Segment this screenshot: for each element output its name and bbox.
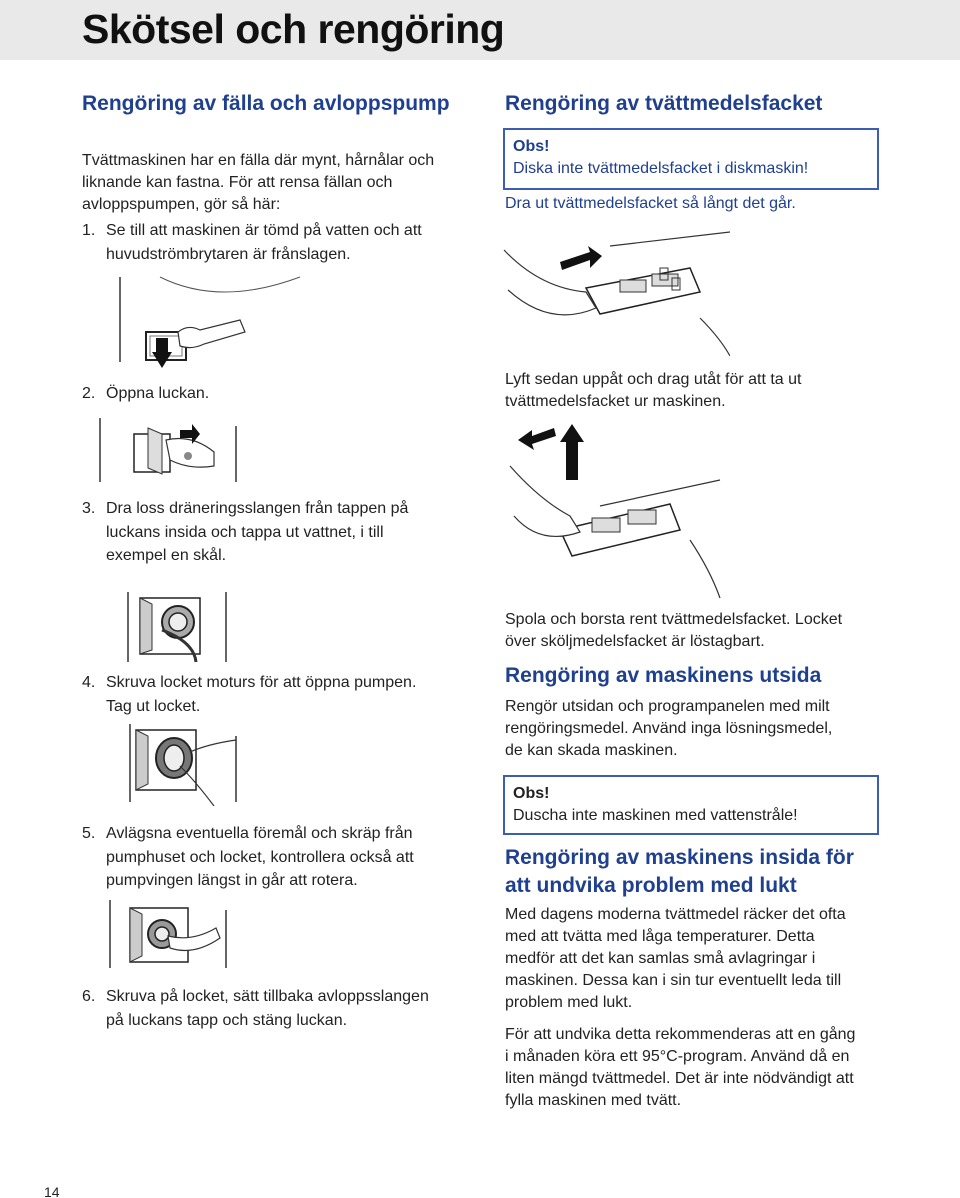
section-heading-trap: Rengöring av fälla och avloppspump bbox=[82, 92, 450, 115]
obs-box-dishwasher: Obs! Diska inte tvättmedelsfacket i diskmaskin! bbox=[503, 128, 879, 190]
rinse-text: Spola och borsta rent tvättmedelsfacket. Locket över sköljmedelsfacket är löstagbart. bbox=[505, 611, 843, 650]
illustration-drain-hose bbox=[96, 590, 246, 666]
pull-out-text: Dra ut tvättmedelsfacket så långt det går. bbox=[505, 195, 796, 212]
page-number: 14 bbox=[44, 1184, 60, 1198]
step-4: 4. Skruva locket moturs för att öppna pumpen. Tag ut locket. bbox=[82, 674, 417, 715]
inside-text-1: Med dagens moderna tvättmedel räcker det ofta med att tvätta med låga temperaturer. Detta medför att det kan samlas små avlagringar i maskinen. Dessa kan i sin tur eventuellt leda till problem med lukt. bbox=[505, 906, 846, 1011]
lift-out-text: Lyft sedan uppåt och drag utåt för att ta ut tvättmedelsfacket ur maskinen. bbox=[505, 371, 802, 410]
illustration-pull-drawer bbox=[500, 228, 730, 358]
step-1: 1. Se till att maskinen är tömd på vatten och att huvudströmbrytaren är frånslagen. bbox=[82, 222, 422, 263]
intro-text: Tvättmaskinen har en fälla där mynt, hårnålar och liknande kan fastna. För att rensa fällan och avloppspumpen, gör så här: bbox=[82, 152, 435, 213]
illustration-open-hatch bbox=[100, 272, 340, 372]
illustration-clean-pump bbox=[96, 898, 246, 974]
step-3: 3. Dra loss dräneringsslangen från tappen på luckans insida och tappa ut vattnet, i till exempel en skål. bbox=[82, 500, 409, 564]
page-title: Skötsel och rengöring bbox=[82, 6, 505, 52]
inside-text-2: För att undvika detta rekommenderas att en gång i månaden köra ett 95°C-program. Använd då en liten mängd tvättmedel. Det är inte nödvändigt att fylla maskinen med tvätt. bbox=[505, 1026, 856, 1109]
illustration-open-lid bbox=[96, 416, 246, 488]
page-header bbox=[0, 0, 960, 60]
section-heading-inside: Rengöring av maskinens insida för att undvika problem med lukt bbox=[505, 846, 854, 897]
step-6: 6. Skruva på locket, sätt tillbaka avloppsslangen på luckans tapp och stäng luckan. bbox=[82, 988, 429, 1029]
section-heading-outside: Rengöring av maskinens utsida bbox=[505, 664, 822, 687]
section-heading-dispenser: Rengöring av tvättmedelsfacket bbox=[505, 92, 823, 115]
obs-box-water-jet: Obs! Duscha inte maskinen med vattenstråle! bbox=[503, 775, 879, 835]
illustration-unscrew-cap bbox=[96, 722, 256, 806]
illustration-lift-drawer bbox=[500, 420, 730, 600]
step-5: 5. Avlägsna eventuella föremål och skräp från pumphuset och locket, kontrollera också att pumpvingen längst in går att rotera. bbox=[82, 825, 414, 889]
step-2: 2. Öppna luckan. bbox=[82, 385, 210, 402]
outside-text: Rengör utsidan och programpanelen med milt rengöringsmedel. Använd inga lösningsmedel, de kan skada maskinen. bbox=[505, 698, 833, 759]
